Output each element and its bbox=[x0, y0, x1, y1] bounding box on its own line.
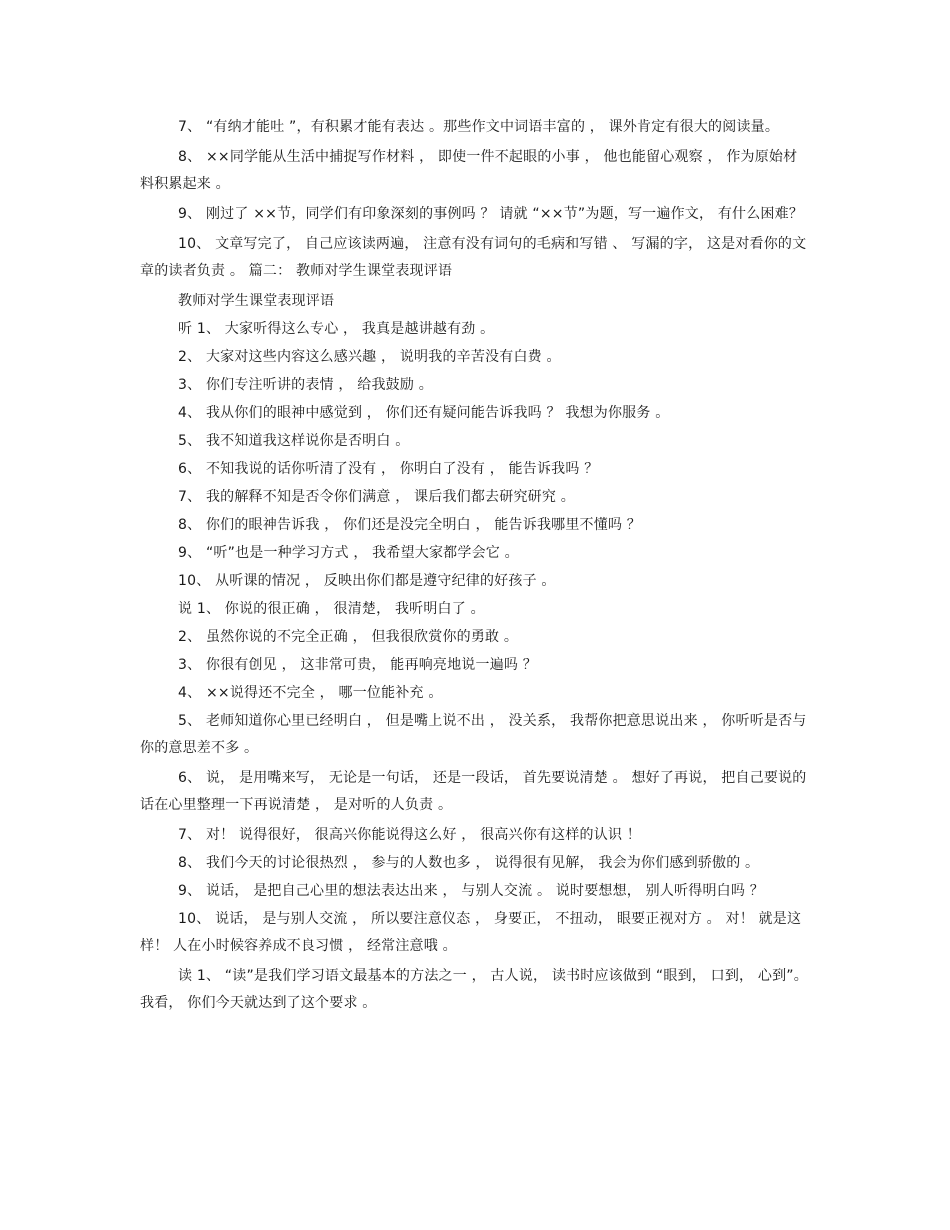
paragraph-writing-tip-8: 8、 ××同学能从生活中捕捉写作材料 ， 即使一件不起眼的小事 ， 他也能留心观察 ， 作为原始材料积累起来 。 bbox=[140, 149, 798, 192]
speak-comment-2: 2、 虽然你说的不完全正确 ， 但我很欣赏你的勇敢 。 bbox=[178, 629, 519, 645]
paragraph-writing-tip-9: 9、 刚过了 ××节，同学们有印象深刻的事例吗 ？ 请就 “××节”为题，写一遍作文， 有什么困难？ bbox=[178, 206, 804, 222]
speak-comment-1: 说 1、 你说的很正确 ， 很清楚， 我听明白了 。 bbox=[178, 601, 485, 617]
listen-comment-6: 6、 不知我说的话你听清了没有 ， 你明白了没有 ， 能告诉我吗 ？ bbox=[178, 461, 599, 477]
listen-comment-8: 8、 你们的眼神告诉我 ， 你们还是没完全明白 ， 能告诉我哪里不懂吗 ？ bbox=[178, 517, 642, 533]
listen-comment-5: 5、 我不知道我这样说你是否明白 。 bbox=[178, 433, 410, 449]
document-body bbox=[140, 114, 808, 1020]
speak-comment-5: 5、 老师知道你心里已经明白 ， 但是嘴上说不出 ， 没关系， 我帮你把意思说出来 ， 你听听是否与你的意思差不多 。 bbox=[140, 713, 807, 756]
speak-comment-3: 3、 你很有创见 ， 这非常可贵， 能再响亮地说一遍吗 ？ bbox=[178, 657, 537, 673]
read-comment-1: 读 1、 “读”是我们学习语文最基本的方法之一 ， 古人说， 读书时应该做到 “眼到， 口到， 心到”。 我看， 你们今天就达到了这个要求 。 bbox=[140, 968, 808, 1011]
listen-comment-3: 3、 你们专注听讲的表情 ， 给我鼓励 。 bbox=[178, 377, 433, 393]
listen-comment-10: 10、 从听课的情况 ， 反映出你们都是遵守纪律的好孩子 。 bbox=[178, 573, 556, 589]
listen-comment-2: 2、 大家对这些内容这么感兴趣 ， 说明我的辛苦没有白费 。 bbox=[178, 349, 561, 365]
speak-comment-9: 9、 说话， 是把自己心里的想法表达出来 ， 与别人交流 。 说时要想想， 别人听得明白吗 ？ bbox=[178, 883, 764, 899]
speak-comment-6: 6、 说， 是用嘴来写， 无论是一句话， 还是一段话， 首先要说清楚 。 想好了再说， 把自己要说的话在心里整理一下再说清楚 ， 是对听的人负责 。 bbox=[140, 770, 807, 813]
listen-comment-1: 听 1、 大家听得这么专心 ， 我真是越讲越有劲 。 bbox=[178, 321, 495, 337]
paragraph-writing-tip-7: 7、 “有纳才能吐 ”，有积累才能有表达 。那些作文中词语丰富的 ， 课外肯定有很大的阅读量。 bbox=[178, 119, 780, 135]
listen-comment-7: 7、 我的解释不知是否令你们满意 ， 课后我们都去研究研究 。 bbox=[178, 489, 575, 505]
listen-comment-9: 9、 “听”也是一种学习方式 ， 我希望大家都学会它 。 bbox=[178, 545, 519, 561]
speak-comment-4: 4、 ××说得还不完全 ， 哪一位能补充 。 bbox=[178, 685, 443, 701]
section-heading: 教师对学生课堂表现评语 bbox=[178, 293, 335, 309]
speak-comment-8: 8、 我们今天的讨论很热烈 ， 参与的人数也多 ， 说得很有见解， 我会为你们感到骄傲的 。 bbox=[178, 855, 760, 871]
speak-comment-7: 7、 对！ 说得很好， 很高兴你能说得这么好 ， 很高兴你有这样的认识 ！ bbox=[178, 827, 642, 843]
listen-comment-4: 4、 我从你们的眼神中感觉到 ， 你们还有疑问能告诉我吗 ？ 我想为你服务 。 bbox=[178, 405, 670, 421]
paragraph-writing-tip-10: 10、 文章写完了， 自己应该读两遍， 注意有没有词句的毛病和写错 、 写漏的字， 这是对看你的文章的读者负责 。 篇二： 教师对学生课堂表现评语 bbox=[140, 236, 807, 279]
speak-comment-10: 10、 说话， 是与别人交流 ， 所以要注意仪态 ， 身要正， 不扭动， 眼要正视对方 。 对！ 就是这样！ 人在小时候容养成不良习惯 ， 经常注意哦 。 bbox=[140, 911, 802, 954]
